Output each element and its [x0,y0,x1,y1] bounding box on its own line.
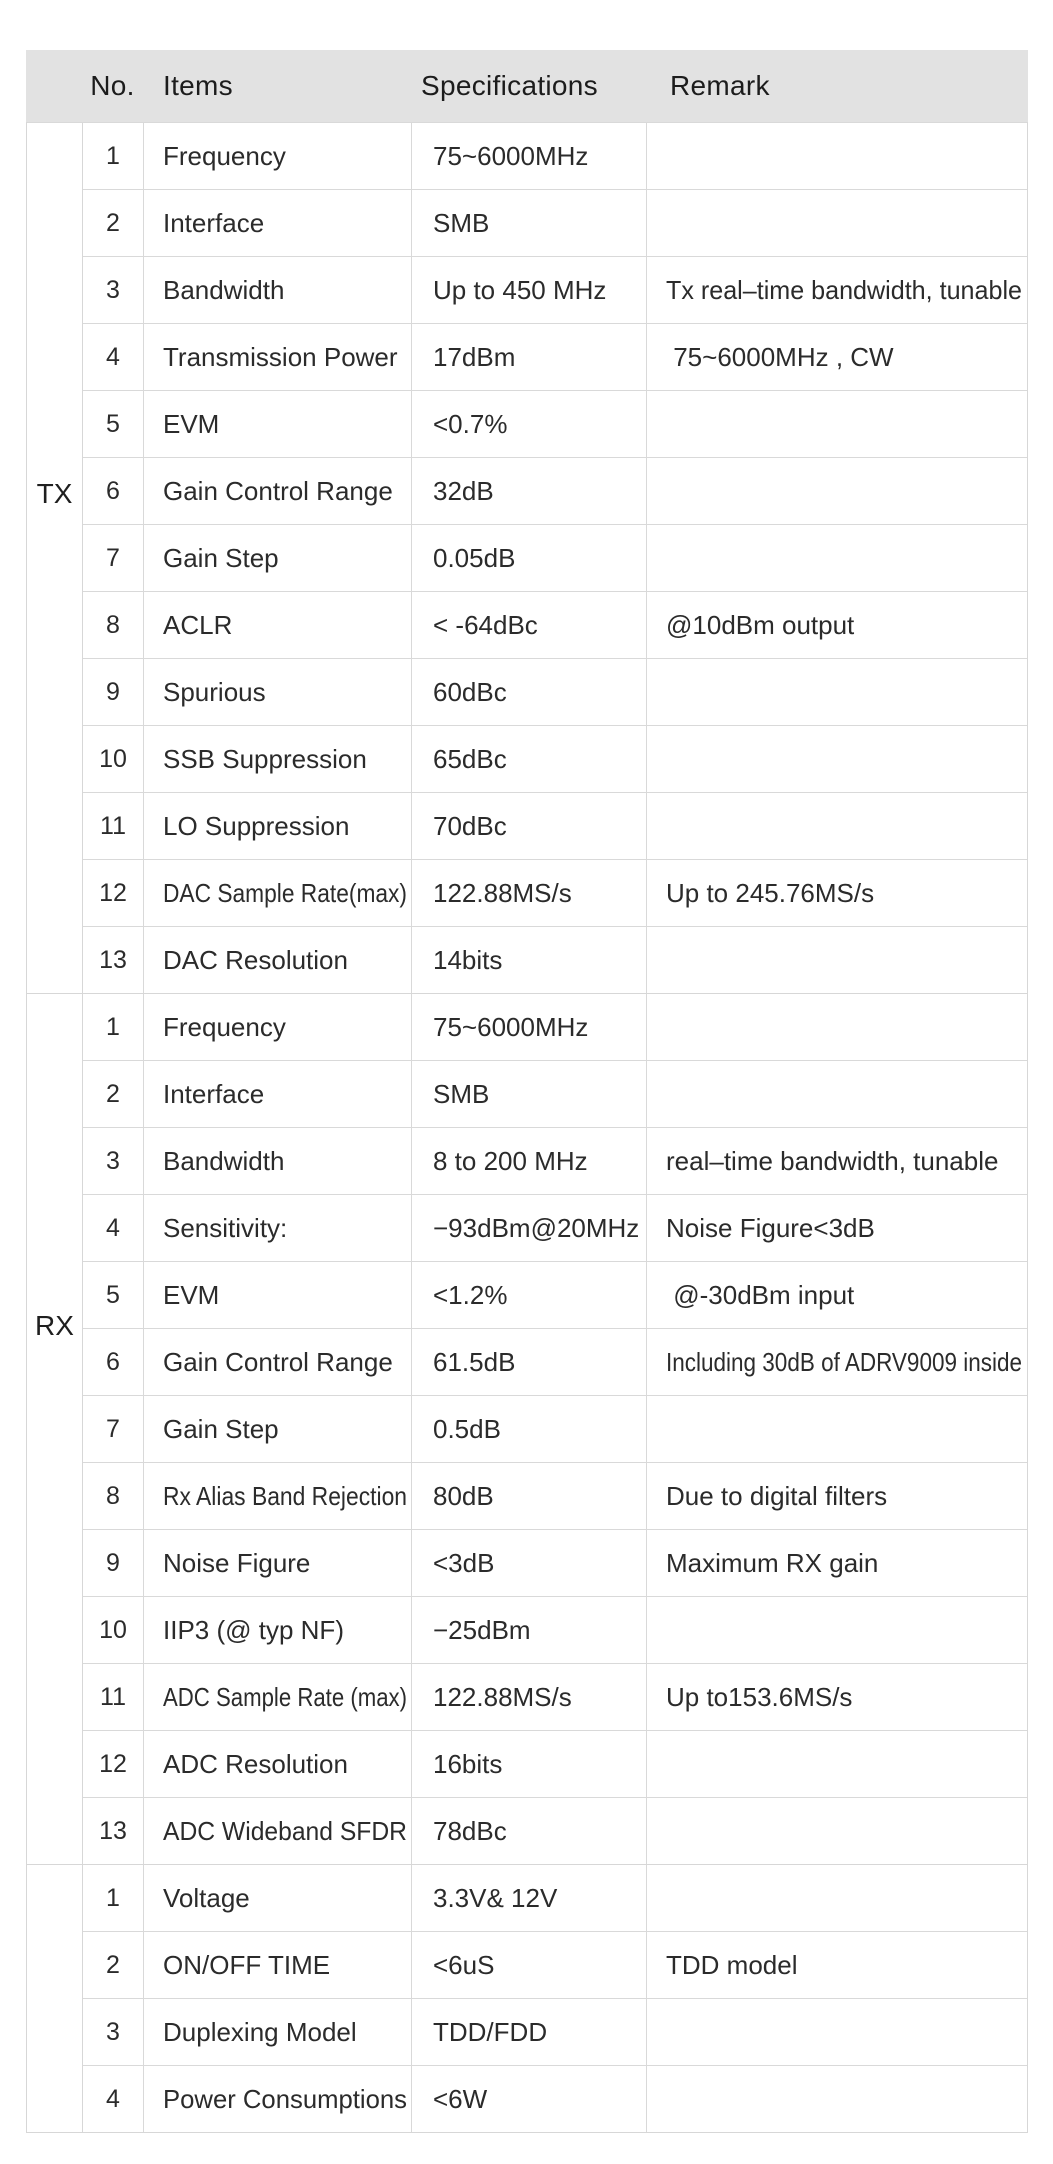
header-remark: Remark [670,70,770,101]
cell-specification [412,793,647,859]
cell-item [144,1061,412,1127]
table-row [83,1262,1027,1329]
cell-specification [412,1597,647,1663]
cell-no [83,1262,144,1328]
table-row [83,525,1027,592]
cell-no [83,525,144,591]
item-label: DAC Sample Rate(max) [163,877,407,908]
cell-item [144,257,412,323]
item-label: Bandwidth [163,274,285,305]
remark-text: @-30dBm input [666,1279,855,1310]
row-number: 10 [99,1615,127,1644]
cell-remark [647,1731,1027,1797]
specification-value: −93dBm@20MHz [433,1212,640,1243]
cell-no [83,1195,144,1261]
row-number: 8 [106,610,120,639]
table-row [83,1597,1027,1664]
remark-text: 75~6000MHz , CW [666,341,894,372]
section-rows [83,994,1027,1864]
row-number: 4 [106,342,120,371]
cell-no [83,1597,144,1663]
item-label: Interface [163,1078,265,1109]
cell-specification [412,1798,647,1864]
item-label: ON/OFF TIME [163,1949,331,1980]
row-number: 10 [99,744,127,773]
cell-item [144,592,412,658]
cell-no [83,793,144,859]
specification-value: <6uS [433,1949,495,1980]
cell-specification [412,1664,647,1730]
row-number: 1 [106,141,120,170]
cell-specification [412,1999,647,2065]
specification-value: 122.88MS/s [433,1681,572,1712]
item-label: SSB Suppression [163,743,367,774]
cell-remark [647,927,1027,993]
cell-item [144,1128,412,1194]
table-row [83,458,1027,525]
row-number: 6 [106,1347,120,1376]
cell-no [83,391,144,457]
table-row [83,994,1027,1061]
cell-item [144,391,412,457]
row-number: 6 [106,476,120,505]
table-row [83,1128,1027,1195]
item-label: LO Suppression [163,810,350,841]
header-items: Items [163,70,233,101]
row-number: 11 [100,811,126,840]
table-header-row [26,50,1028,122]
cell-specification [412,927,647,993]
cell-remark [647,1061,1027,1127]
cell-no [83,1396,144,1462]
cell-item [144,324,412,390]
cell-item [144,659,412,725]
cell-remark [647,994,1027,1060]
section-label-cell [27,123,83,993]
table-row [83,1195,1027,1262]
cell-no [83,659,144,725]
section-label-cell [27,1865,83,2132]
table-section [27,123,1027,994]
item-label: Voltage [163,1882,250,1913]
specification-value: 75~6000MHz [433,140,589,171]
row-number: 5 [106,409,120,438]
cell-remark [647,2066,1027,2132]
table-row [83,592,1027,659]
cell-specification [412,525,647,591]
cell-item [144,927,412,993]
row-number: 11 [100,1682,126,1711]
cell-item [144,994,412,1060]
remark-text: real–time bandwidth, tunable [666,1145,999,1176]
cell-remark [647,1597,1027,1663]
cell-item [144,1195,412,1261]
table-body [26,122,1028,2133]
specification-value: 61.5dB [433,1346,516,1377]
table-row [83,1932,1027,1999]
cell-specification [412,659,647,725]
cell-remark [647,257,1027,323]
section-rows [83,1865,1027,2132]
remark-text: Tx real–time bandwidth, tunable [666,274,1022,305]
item-label: Spurious [163,676,266,707]
cell-remark [647,1262,1027,1328]
cell-remark [647,525,1027,591]
specification-value: 65dBc [433,743,507,774]
cell-item [144,793,412,859]
remark-text: Noise Figure<3dB [666,1212,875,1243]
cell-item [144,1932,412,1998]
cell-specification [412,1061,647,1127]
cell-no [83,1731,144,1797]
cell-remark [647,1195,1027,1261]
cell-item [144,1731,412,1797]
cell-remark [647,1463,1027,1529]
cell-specification [412,1463,647,1529]
specification-value: SMB [433,207,490,238]
cell-no [83,927,144,993]
cell-item [144,1865,412,1931]
cell-item [144,1597,412,1663]
item-label: Gain Step [163,542,279,573]
cell-specification [412,1396,647,1462]
cell-remark [647,1798,1027,1864]
specification-value: 70dBc [433,810,507,841]
item-label: Rx Alias Band Rejection [163,1480,407,1511]
row-number: 8 [106,1481,120,1510]
table-row [83,860,1027,927]
table-section [27,1865,1027,2132]
cell-remark [647,860,1027,926]
specification-value: 0.05dB [433,542,516,573]
cell-no [83,1999,144,2065]
cell-remark [647,726,1027,792]
cell-specification [412,1329,647,1395]
table-row [83,1463,1027,1530]
cell-remark [647,1530,1027,1596]
cell-no [83,1530,144,1596]
item-label: ACLR [163,609,233,640]
cell-specification [412,1932,647,1998]
item-label: ADC Sample Rate (max) [163,1681,407,1712]
specification-value: 8 to 200 MHz [433,1145,588,1176]
table-row [83,2066,1027,2132]
specification-value: 3.3V& 12V [433,1882,558,1913]
row-number: 4 [106,2084,120,2113]
cell-specification [412,860,647,926]
cell-item [144,1463,412,1529]
cell-item [144,458,412,524]
cell-remark [647,1128,1027,1194]
cell-item [144,190,412,256]
row-number: 12 [99,878,127,907]
table-row [83,1664,1027,1731]
cell-specification [412,1262,647,1328]
item-label: Transmission Power [163,341,398,372]
specification-value: 0.5dB [433,1413,501,1444]
item-label: Bandwidth [163,1145,285,1176]
cell-specification [412,391,647,457]
row-number: 1 [106,1883,120,1912]
row-number: 3 [106,2017,120,2046]
specification-value: 32dB [433,475,494,506]
cell-remark [647,1329,1027,1395]
row-number: 3 [106,275,120,304]
table-row [83,257,1027,324]
remark-text: Maximum RX gain [666,1547,879,1578]
cell-remark [647,1865,1027,1931]
table-row [83,1999,1027,2066]
row-number: 12 [99,1749,127,1778]
row-number: 13 [99,945,127,974]
cell-specification [412,1731,647,1797]
row-number: 9 [106,1548,120,1577]
cell-remark [647,1999,1027,2065]
table-row [83,927,1027,993]
specification-value: <1.2% [433,1279,508,1310]
cell-no [83,726,144,792]
cell-no [83,2066,144,2132]
table-row [83,659,1027,726]
cell-no [83,1463,144,1529]
cell-item [144,525,412,591]
table-row [83,1329,1027,1396]
cell-remark [647,458,1027,524]
item-label: Sensitivity: [163,1212,288,1243]
table-row [83,324,1027,391]
remark-text: Including 30dB of ADRV9009 inside [666,1346,1022,1377]
cell-no [83,1061,144,1127]
remark-text: @10dBm output [666,609,855,640]
header-no: No. [90,70,135,101]
cell-specification [412,1128,647,1194]
specification-value: 14bits [433,944,503,975]
table-section [27,994,1027,1865]
specification-value: 75~6000MHz [433,1011,589,1042]
item-label: Gain Step [163,1413,279,1444]
cell-item [144,1262,412,1328]
section-label-cell [27,994,83,1864]
table-row [83,1061,1027,1128]
cell-no [83,1329,144,1395]
header-specifications: Specifications [421,70,598,101]
specification-value: 78dBc [433,1815,507,1846]
row-number: 9 [106,677,120,706]
cell-no [83,1798,144,1864]
specification-value: Up to 450 MHz [433,274,607,305]
cell-item [144,860,412,926]
section-label: RX [35,1310,74,1342]
cell-remark [647,592,1027,658]
row-number: 5 [106,1280,120,1309]
specification-value: <3dB [433,1547,495,1578]
table-row [83,1865,1027,1932]
specification-value: 17dBm [433,341,516,372]
cell-item [144,726,412,792]
cell-no [83,1932,144,1998]
row-number: 7 [106,543,120,572]
item-label: Duplexing Model [163,2016,357,2047]
item-label: EVM [163,1279,220,1310]
item-label: Power Consumptions [163,2083,407,2114]
row-number: 2 [106,1079,120,1108]
cell-specification [412,1195,647,1261]
specification-value: −25dBm [433,1614,531,1645]
table-row [83,1396,1027,1463]
cell-no [83,1128,144,1194]
spec-table [26,50,1028,2133]
cell-remark [647,391,1027,457]
item-label: Noise Figure [163,1547,311,1578]
row-number: 7 [106,1414,120,1443]
cell-no [83,860,144,926]
cell-item [144,1664,412,1730]
specification-value: 80dB [433,1480,494,1511]
specification-value: SMB [433,1078,490,1109]
item-label: IIP3 (@ typ NF) [163,1614,344,1645]
remark-text: Due to digital filters [666,1480,888,1511]
item-label: Interface [163,207,265,238]
row-number: 13 [99,1816,127,1845]
cell-specification [412,123,647,189]
item-label: ADC Wideband SFDR [163,1815,407,1846]
cell-no [83,994,144,1060]
item-label: DAC Resolution [163,944,348,975]
specification-value: 60dBc [433,676,507,707]
table-row [83,1798,1027,1864]
table-row [83,726,1027,793]
cell-item [144,1530,412,1596]
cell-item [144,1329,412,1395]
cell-item [144,1999,412,2065]
item-label: EVM [163,408,220,439]
cell-remark [647,1396,1027,1462]
item-label: Gain Control Range [163,475,393,506]
table-row [83,1530,1027,1597]
section-label: TX [36,477,73,509]
cell-no [83,1865,144,1931]
row-number: 2 [106,1950,120,1979]
remark-text: TDD model [666,1949,798,1980]
specification-value: < -64dBc [433,609,538,640]
cell-specification [412,1530,647,1596]
cell-remark [647,1664,1027,1730]
row-number: 2 [106,208,120,237]
row-number: 1 [106,1012,120,1041]
cell-item [144,2066,412,2132]
cell-no [83,257,144,323]
table-row [83,123,1027,190]
cell-specification [412,2066,647,2132]
cell-remark [647,123,1027,189]
cell-remark [647,1932,1027,1998]
cell-remark [647,324,1027,390]
cell-item [144,1396,412,1462]
cell-item [144,1798,412,1864]
item-label: Gain Control Range [163,1346,393,1377]
item-label: Frequency [163,140,286,171]
cell-remark [647,793,1027,859]
cell-no [83,123,144,189]
specification-value: <6W [433,2083,488,2114]
cell-no [83,324,144,390]
row-number: 3 [106,1146,120,1175]
cell-no [83,190,144,256]
specification-value: <0.7% [433,408,508,439]
remark-text: Up to153.6MS/s [666,1681,853,1712]
remark-text: Up to 245.76MS/s [666,877,875,908]
cell-no [83,592,144,658]
item-label: ADC Resolution [163,1748,348,1779]
row-number: 4 [106,1213,120,1242]
cell-remark [647,659,1027,725]
table-row [83,190,1027,257]
table-row [83,793,1027,860]
cell-specification [412,190,647,256]
table-row [83,1731,1027,1798]
cell-no [83,1664,144,1730]
cell-specification [412,257,647,323]
cell-specification [412,726,647,792]
cell-no [83,458,144,524]
cell-item [144,123,412,189]
item-label: Frequency [163,1011,286,1042]
cell-specification [412,324,647,390]
cell-remark [647,190,1027,256]
specification-value: TDD/FDD [433,2016,548,2047]
cell-specification [412,994,647,1060]
specification-value: 122.88MS/s [433,877,572,908]
cell-specification [412,1865,647,1931]
specification-value: 16bits [433,1748,503,1779]
section-rows [83,123,1027,993]
cell-specification [412,592,647,658]
cell-specification [412,458,647,524]
table-row [83,391,1027,458]
